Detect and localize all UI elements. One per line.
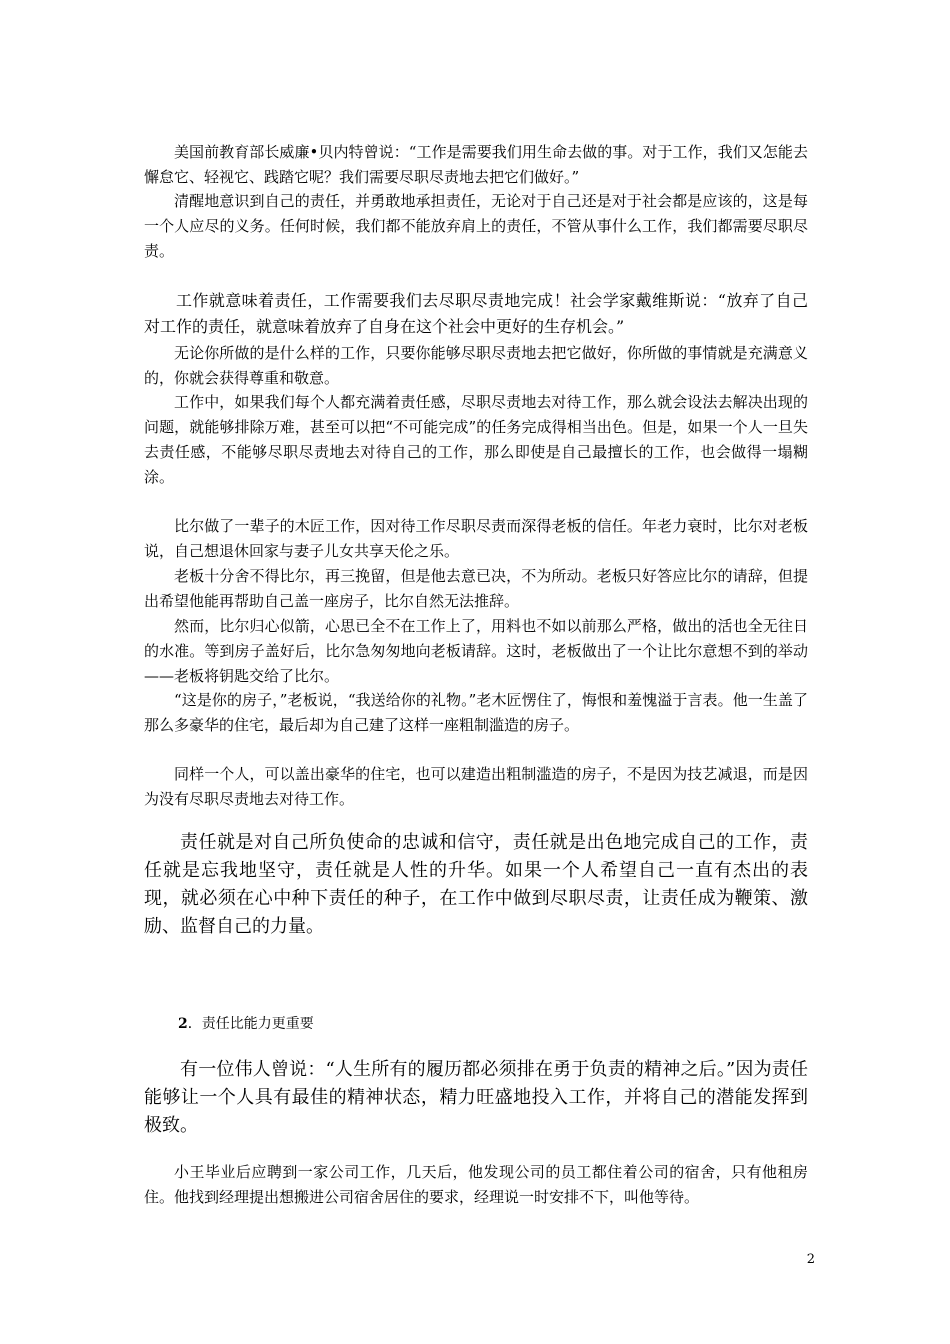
paragraph-8: 然而，比尔归心似箭，心思已全不在工作上了，用料也不如以前那么严格，做出的活也全无往日的水准。等到房子盖好后，比尔急匆匆地向老板请辞。这时，老板做出了一个让比尔意想不到的举动——老板将钥匙交给了比尔。 — [144, 617, 808, 685]
paragraph-7: 老板十分舍不得比尔，再三挽留，但是他去意已决，不为所动。老板只好答应比尔的请辞，但提出希望他能再帮助自己盖一座房子，比尔自然无法推辞。 — [144, 567, 808, 610]
paragraph-10: 同样一个人，可以盖出豪华的住宅，也可以建造出粗制滥造的房子，不是因为技艺减退，而是因为没有尽职尽责地去对待工作。 — [144, 765, 808, 808]
section-title: ．责任比能力更重要 — [187, 1016, 314, 1032]
paragraph-3: 工作就意味着责任，工作需要我们去尽职尽责地完成！社会学家戴维斯说：“放弃了自己对工作的责任，就意味着放弃了自身在这个社会中更好的生存机会。” — [144, 291, 808, 336]
paragraph-1 — [144, 140, 808, 190]
section-heading — [178, 1013, 578, 1035]
paragraph-2: 清醒地意识到自己的责任，并勇敢地承担责任，无论对于自己还是对于社会都是应该的，这是每一个人应尽的义务。任何时候，我们都不能放弃肩上的责任，不管从事什么工作，我们都需要尽职尽责。 — [144, 192, 808, 260]
paragraph-5: 工作中，如果我们每个人都充满着责任感，尽职尽责地去对待工作，那么就会设法去解决出现的问题，就能够排除万难，甚至可以把“不可能完成”的任务完成得相当出色。但是，如果一个人一旦失去责任感，不能够尽职尽责地去对待自己的工作，那么即使是自己最擅长的工作，也会做得一塌糊涂。 — [144, 393, 808, 486]
section-number: 2 — [178, 1016, 188, 1032]
paragraph-13: 小王毕业后应聘到一家公司工作，几天后，他发现公司的员工都住着公司的宿舍，只有他租房住。他找到经理提出想搬进公司宿舍居住的要求，经理说一时安排不下，叫他等待。 — [144, 1163, 808, 1206]
paragraph-11: 责任就是对自己所负使命的忠诚和信守，责任就是出色地完成自己的工作，责任就是忘我地坚守，责任就是人性的升华。如果一个人希望自己一直有杰出的表现，就必须在心中种下责任的种子，在工作中做到尽职尽责，让责任成为鞭策、激励、监督自己的力量。 — [144, 832, 808, 937]
paragraph-1-text: 美国前教育部长威廉•贝内特曾说：“工作是需要我们用生命去做的事。对于工作，我们又怎能去懈怠它、轻视它、践踏它呢？我们需要尽职尽责地去把它们做好。” — [144, 143, 808, 186]
paragraph-12: 有一位伟人曾说：“人生所有的履历都必须排在勇于负责的精神之后。”因为责任能够让一个人具有最佳的精神状态，精力旺盛地投入工作，并将自己的潜能发挥到极致。 — [144, 1059, 808, 1136]
paragraph-9: “这是你的房子，”老板说，“我送给你的礼物。”老木匠愣住了，悔恨和羞愧溢于言表。他一生盖了那么多豪华的住宅，最后却为自己建了这样一座粗制滥造的房子。 — [144, 691, 808, 734]
page-number: 2 — [806, 1252, 815, 1267]
paragraph-4: 无论你所做的是什么样的工作，只要你能够尽职尽责地去把它做好，你所做的事情就是充满意义的，你就会获得尊重和敬意。 — [144, 344, 808, 387]
paragraph-6: 比尔做了一辈子的木匠工作，因对待工作尽职尽责而深得老板的信任。年老力衰时，比尔对老板说，自己想退休回家与妻子儿女共享天伦之乐。 — [144, 517, 808, 560]
